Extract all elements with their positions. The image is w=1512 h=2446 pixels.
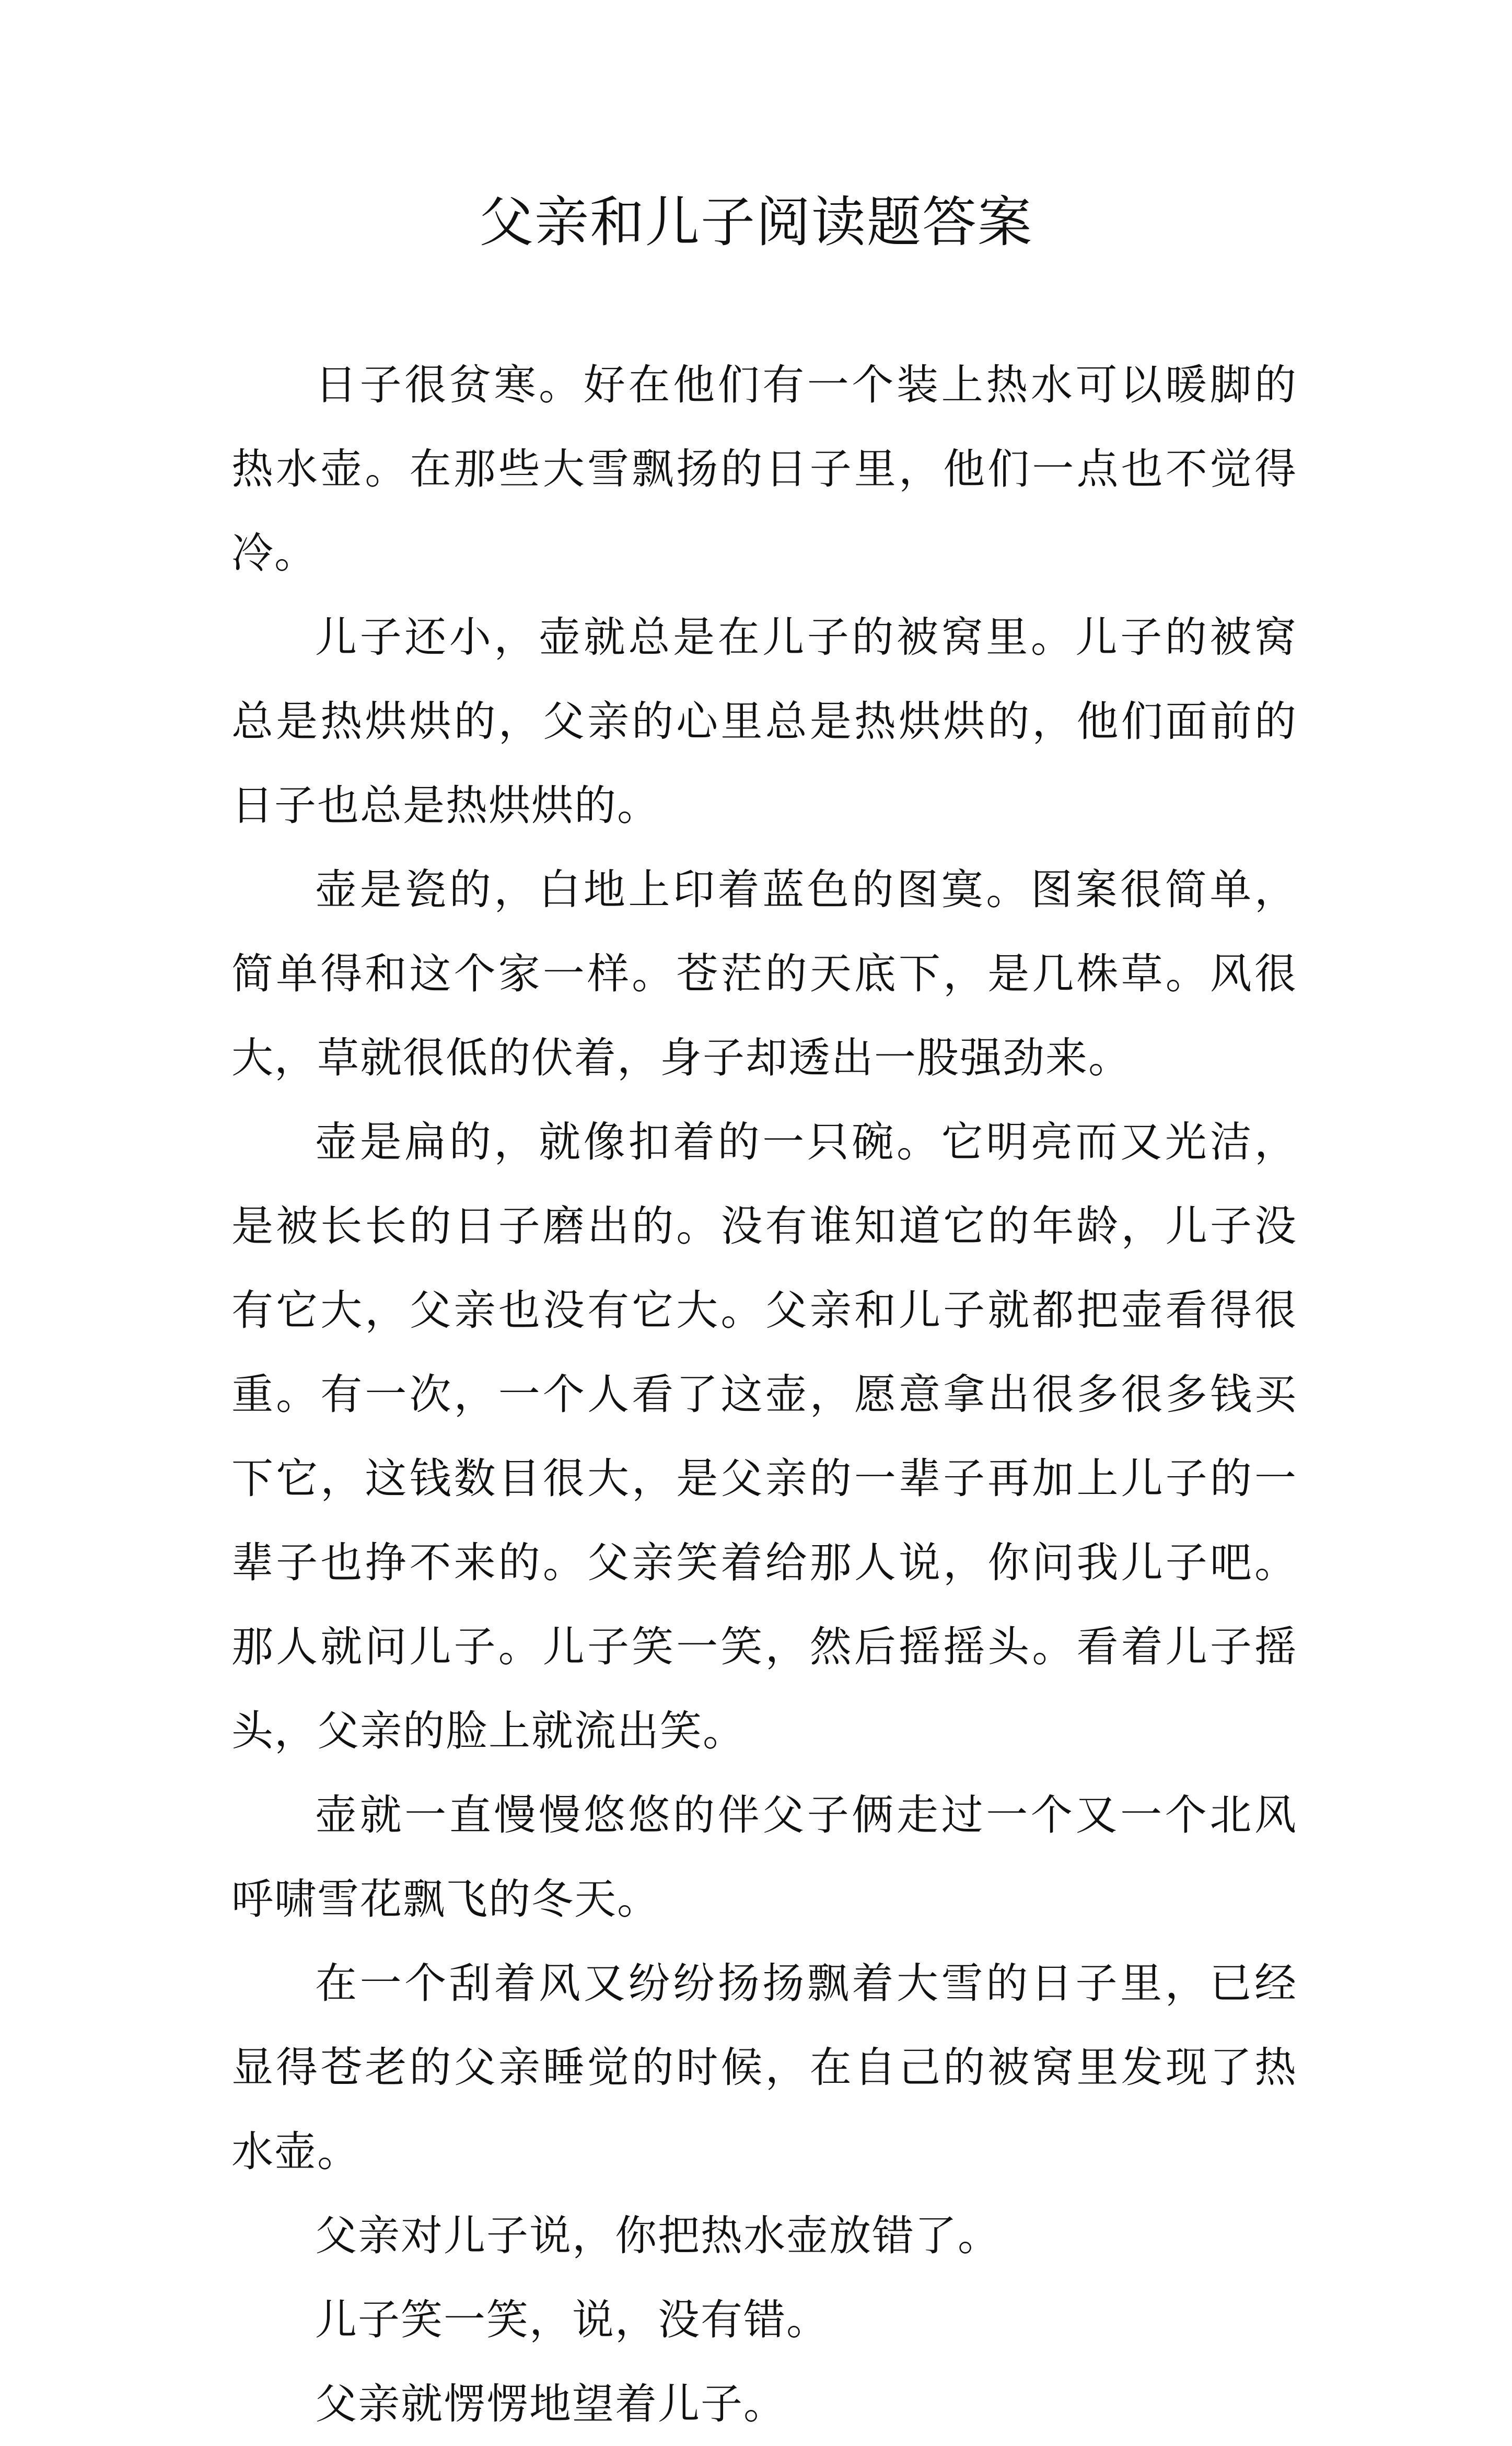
paragraph-1: 日子很贫寒。好在他们有一个装上热水可以暖脚的热水壶。在那些大雪飘扬的日子里，他们一点也不觉得冷。	[231, 361, 1297, 577]
paragraph-6: 在一个刮着风又纷纷扬扬飘着大雪的日子里，已经显得苍老的父亲睡觉的时候，在自己的被窝里发现了热水壶。	[231, 1959, 1297, 2176]
paragraph-3: 壶是瓷的，白地上印着蓝色的图寞。图案很简单，简单得和这个家一样。苍茫的天底下，是几株草。风很大，草就很低的伏着，身子却透出一股强劲来。	[231, 865, 1297, 1082]
paragraph-4: 壶是扁的，就像扣着的一只碗。它明亮而又光洁，是被长长的日子磨出的。没有谁知道它的年龄，儿子没有它大，父亲也没有它大。父亲和儿子就都把壶看得很重。有一次，一个人看了这壶，愿意拿出很多很多钱买下它，这钱数目很大，是父亲的一辈子再加上儿子的一辈子也挣不来的。父亲笑着给那人说，你问我儿子吧。那人就问儿子。儿子笑一笑，然后摇摇头。看着儿子摇头，父亲的脸上就流出笑。	[231, 1118, 1297, 1755]
paragraph-5: 壶就一直慢慢悠悠的伴父子俩走过一个又一个北风呼啸雪花飘飞的冬天。	[231, 1791, 1297, 1923]
document-body	[231, 343, 1297, 2446]
paragraph-8: 儿子笑一笑，说，没有错。	[315, 2296, 829, 2344]
paragraph-2: 儿子还小，壶就总是在儿子的被窝里。儿子的被窝总是热烘烘的，父亲的心里总是热烘烘的，他们面前的日子也总是热烘烘的。	[231, 613, 1297, 830]
paragraph-7: 父亲对儿子说，你把热水壶放错了。	[315, 2211, 1001, 2260]
document-title: 父亲和儿子阅读题答案	[479, 190, 1033, 254]
paragraph-9: 父亲就愣愣地望着儿子。	[315, 2380, 786, 2428]
